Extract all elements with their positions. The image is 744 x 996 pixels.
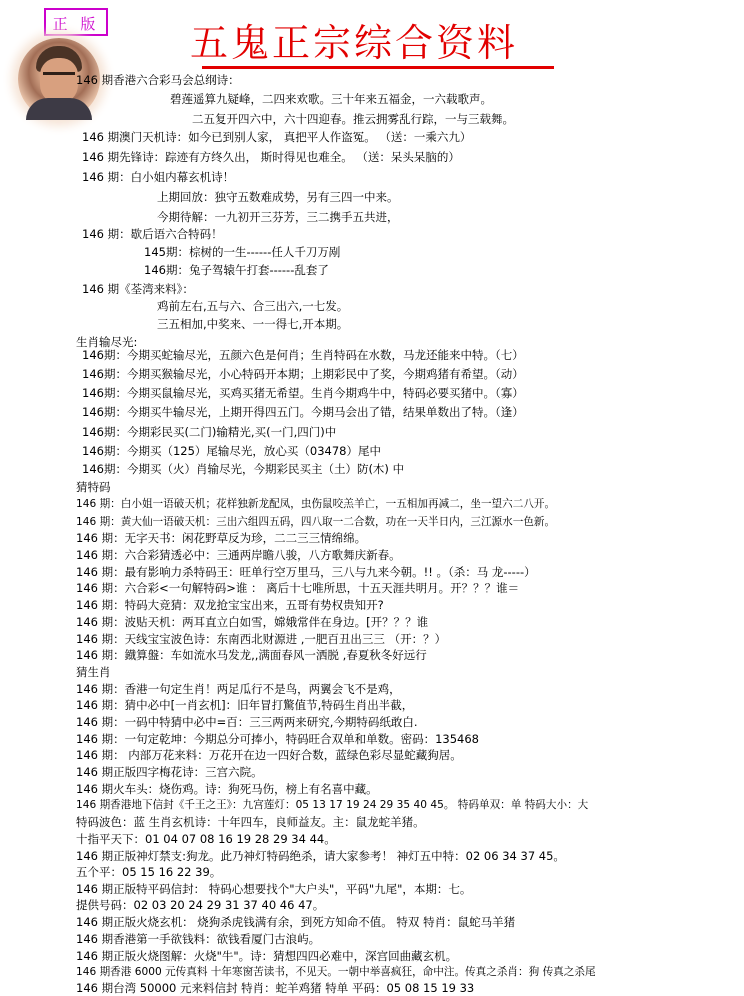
text-line: 146 期：无字天书：闲花野草反为珍，二二三三情绵绵。 [76,531,367,545]
text-line: 猜特码 [76,480,111,494]
text-line: 146 期：白小姐一语破天机；花样独新龙配凤，虫伤鼠咬羔羊亡，一五相加再减二，坐一望六二八开。 [76,498,556,510]
text-line: 146 期火车头：烧伤鸡。诗：狗死马伤，榜上有名喜中藏。 [76,782,378,796]
text-line: 146 期正版火烧图解：火烧"牛"。诗：猜想四四必难中，深宫回曲藏玄机。 [76,949,458,963]
genuine-edition-badge: 正 版 [44,8,108,36]
text-line: 146期：今期买鼠输尽光，买鸡买猪无希望。生肖今期鸡牛中，特码必要买猪中。（寡） [82,386,524,400]
text-line: 今期待解：一九初开三芬芳，三二携手五共进， [157,210,399,224]
text-line: 145期：棕树的一生------任人千刀万剐 [144,245,341,259]
text-line: 146 期：六合彩<一句解特码>谁 ： 离后十七唯所思，十五天涯共明月。开？？？谁＝ [76,581,520,595]
page-title: 五鬼正宗综合资料 [190,21,519,65]
text-line: 十指平天下：01 04 07 08 16 19 28 29 34 44。 [76,832,336,846]
text-line: 碧莲遥算九疑峰，二四来欢歌。三十年来五福金，一六载歌声。 [170,92,492,106]
text-line: 五个平：05 15 16 22 39。 [76,865,222,879]
text-line: 146期：今期买（125）尾输尽光，放心买（03478）尾中 [82,444,381,458]
text-line: 146 期：最有影响力杀特码王：旺单行空万里马，三八与九来今朝。!! 。（杀：马 龙-----） [76,565,536,579]
text-line: 146 期香港第一手欲钱料：欲钱看厦门古浪屿。 [76,932,321,946]
text-line: 146 期：一句定乾坤：今期总分可捧小，特码旺合双单和单数。密码：135468 [76,732,480,746]
text-line: 146 期：黄大仙一语破天机：三出六组四五码，四八取一二合数，功在一天半日内，三江源水一色新。 [76,516,556,528]
text-line: 146 期香港六合彩马会总纲诗： [76,73,240,87]
portrait-glasses [43,72,75,83]
text-line: 146 期《荃湾来料》： [82,282,194,296]
text-line: 二五复开四六中，六十四迎春。推云拥雾乱行踪，一与三载舞。 [192,112,514,126]
text-line: 146期：今期买（火）肖输尽光，今期彩民买主（土）防(木) 中 [82,462,405,476]
title-underline [202,66,554,69]
text-line: 146 期：香港一句定生肖！两足瓜行不是鸟，两翼会飞不是鸡， [76,682,401,696]
text-line: 三五相加,中奖来、一一得七,开本期。 [157,317,349,331]
text-line: 146 期正版神灯禁支:狗龙。此乃神灯特码绝杀，请大家参考！ 神灯五中特：02 06 34 37 45。 [76,849,565,863]
text-line: 146 期：波贴天机：两耳直立白如雪，嫦娥常伴在身边。[开？？？谁 [76,615,429,629]
text-line: 生肖输尽光: [76,335,138,349]
text-line: 146 期：天线宝宝波色诗：东南西北财源进 ,一肥百丑出三三 （开：？） [76,632,447,646]
text-line: 146 期正版四字梅花诗：三宫六院。 [76,765,263,779]
text-line: 146 期香港 6000 元传真料 十年寒窗苦读书，不见天。一朝中举喜疯狂，命中注。传真之杀肖：狗 传真之杀尾 [76,966,596,978]
text-line: 146期：今期买蛇输尽光，五颜六色是何肖；生肖特码在水数，马龙还能来中特。（七） [82,348,524,362]
text-line: 146 期：歇后语六合特码！ [82,227,223,241]
text-line: 146 期：猜中必中[一肖玄机]：旧年冒打驚值节,特码生肖出半截， [76,698,414,712]
text-line: 146期：兔子驾辕午打套------乱套了 [144,263,329,277]
text-line: 146 期正版火烧玄机： 烧狗杀虎钱满有余，到死方知命不值。 特双 特肖：鼠蛇马羊猪 [76,915,516,929]
text-line: 146 期： 内部万花来料：万花开在边一四好合数，蓝绿色彩尽显蛇藏狗居。 [76,748,462,762]
text-line: 146 期：一码中特猜中必中=百：三三两两来研究,今期特码纸敢白. [76,715,418,729]
text-line: 146期：今期买猴输尽光，小心特码开本期；上期彩民中了奖，今期鸡猪有希望。（动） [82,367,524,381]
text-line: 146 期香港地下信封《千王之王》：九宫莲灯：05 13 17 19 24 29 35 40 45。 特码单双：单 特码大小：大 [76,799,589,811]
portrait-suit [26,98,92,120]
text-line: 146期：今期买牛输尽光，上期开得四五门。今期马会出了错，结果单数出了特。（逢） [82,405,524,419]
text-line: 146 期澳门天机诗：如今已到别人家， 真把平人作盗冤。 （送：一乘六九） [82,130,472,144]
text-line: 特码波色：蓝 生肖玄机诗：十年四车，良师益友。主：鼠龙蛇羊猪。 [76,815,425,829]
text-line: 146 期正版特平码信封： 特码心想要找个"大户头"，平码"九尾"，本期：七。 [76,882,472,896]
text-line: 146 期台湾 50000 元来料信封 特肖：蛇羊鸡猪 特单 平码：05 08 15 19 33 [76,981,475,995]
text-line: 146 期：鐡算盤：车如流水马发龙,,满面春风一洒脱 ,春夏秋冬好远行 [76,648,427,662]
text-line: 146 期先锋诗：踪迹有方终久出， 斯时得见也难全。 （送：呆头呆脑的） [82,150,460,164]
text-line: 146 期：特码大竞猜：双龙抢宝宝出来，五哥有势权贵知开? [76,598,384,612]
text-line: 上期回放：独守五数难成势，另有三四一中来。 [157,190,399,204]
text-line: 提供号码：02 03 20 24 29 31 37 40 46 47。 [76,898,325,912]
text-line: 146 期：白小姐内幕玄机诗！ [82,170,235,184]
text-line: 146 期：六合彩猜透必中：三通两岸瞻八骏，八方歌舞庆新春。 [76,548,401,562]
text-line: 146期：今期彩民买(二门)输精光,买(一门,四门)中 [82,425,337,439]
text-line: 猜生肖 [76,665,111,679]
text-line: 鸡前左右,五与六、合三出六,一七发。 [157,299,349,313]
